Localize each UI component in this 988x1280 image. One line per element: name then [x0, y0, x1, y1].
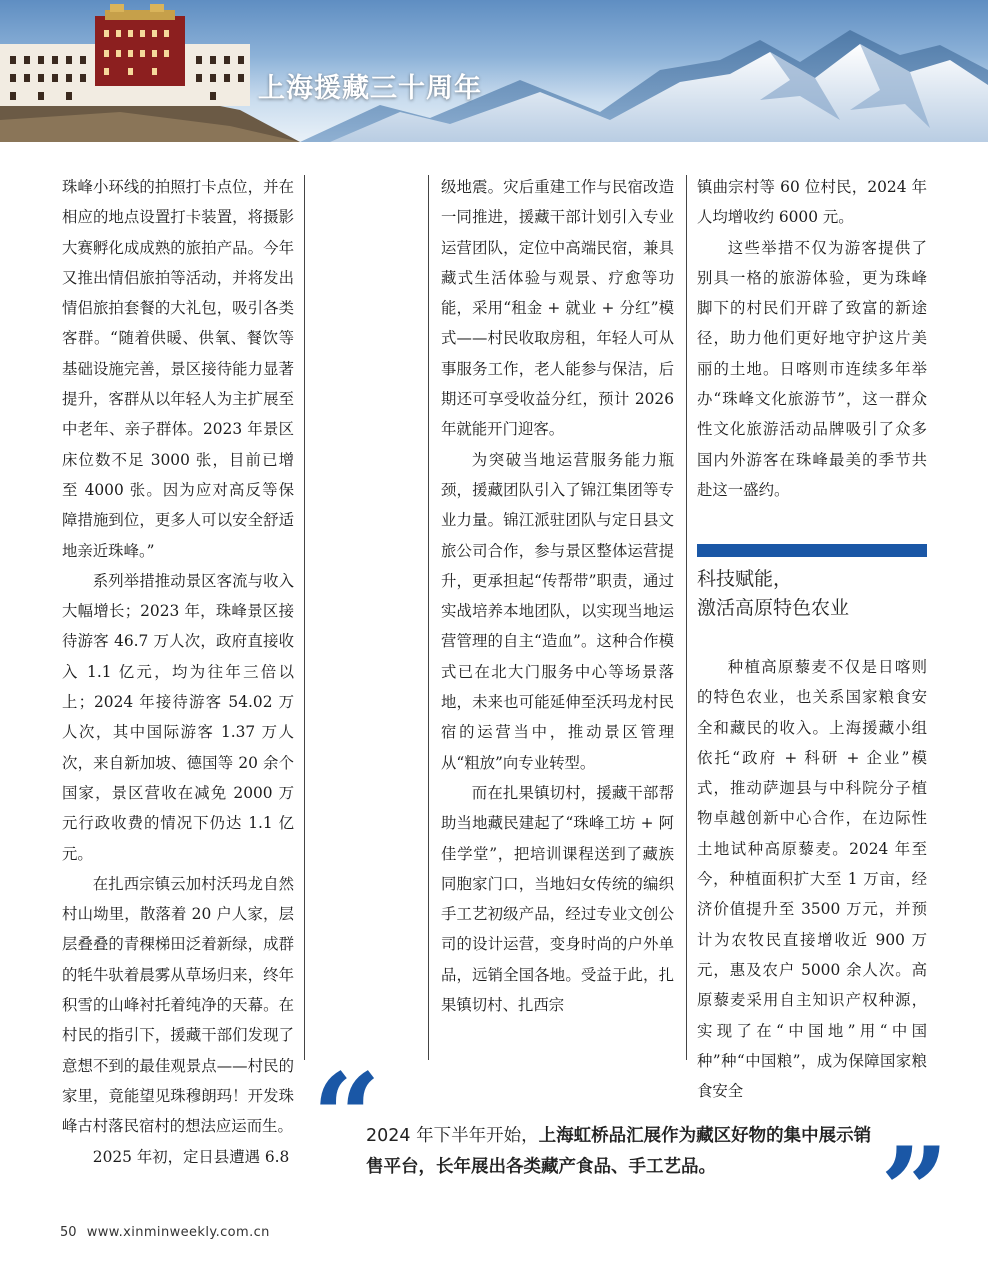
pull-quote-lead: 2024 年下半年开始，	[366, 1126, 539, 1146]
paragraph: 为突破当地运营服务能力瓶颈，援藏团队引入了锦江集团等专业力量。锦江派驻团队与定日县文旅公司合作，参与景区整体运营提升，更承担起“传帮带”职责，通过实战培养本地团队，以实现当地运营管理的自主“造血”。这种合作模式已在北大门服务中心等场景落地，未来也可能延伸至沃玛龙村民宿的运营当中，推动景区管理从“粗放”向专业转型。	[441, 450, 674, 772]
pull-quote-emphasis: 上海虹桥品汇展作为藏区好物的集中展示销售平台，长年展出各类藏产食品、手工艺品。	[366, 1126, 872, 1177]
article-column-3-section	[697, 652, 927, 1101]
website-url: www.xinminweekly.com.cn	[86, 1225, 270, 1240]
section-heading-line-1: 科技赋能，	[697, 568, 793, 590]
close-quote-mark: ”	[880, 1121, 950, 1262]
column-divider	[304, 175, 305, 1060]
section-heading-bar	[697, 544, 927, 557]
header-banner	[0, 0, 988, 142]
pull-quote	[366, 1121, 886, 1183]
paragraph: 系列举措推动景区客流与收入大幅增长；2023 年，珠峰景区接待游客 46.7 万人次，政府直接收入 1.1 亿元，均为往年三倍以上；2024 年接待游客 54.02 万人次，其中国际游客 1.37 万人次，来自新加坡、德国等 20 余个国家，景区营收在减免 2000 万元行政收费的情况下仍达 1.1 亿元。	[62, 571, 294, 863]
article-column-2	[441, 172, 674, 1067]
paragraph: 而在扎果镇切村，援藏干部帮助当地藏民建起了“珠峰工坊 + 阿佳学堂”，把培训课程送到了藏族同胞家门口，当地妇女传统的编织手工艺初级产品，经过专业文创公司的设计运营，变身时尚的户外单品，远销全国各地。受益于此，扎果镇切村、扎西宗	[441, 783, 674, 1015]
paragraph: 种植高原藜麦不仅是日喀则的特色农业，也关系国家粮食安全和藏民的收入。上海援藏小组依托“政府 + 科研 + 企业”模式，推动萨迦县与中科院分子植物卓越创新中心合作，在边际性土地试种高原藜麦。2024 年至今，种植面积扩大至 1 万亩，经济价值提升至 3500 万元，并预计为农牧民直接增收近 900 万元，惠及农户 5000 余人次。高原藜麦采用自主知识产权种源，实现了在“中国地”用“中国种”种“中国粮”，成为保障国家粮食安全	[697, 658, 927, 1101]
banner-landscape-illustration	[0, 0, 988, 142]
section-heading	[697, 565, 927, 623]
paragraph: 珠峰小环线的拍照打卡点位，并在相应的地点设置打卡装置，将摄影大赛孵化成成熟的旅拍产品。今年又推出情侣旅拍等活动，并将发出情侣旅拍套餐的大礼包，吸引各类客群。“随着供暖、供氧、餐饮等基础设施完善，景区接待能力显著提升，客群从以年轻人为主扩展至中老年、亲子群体。2023 年景区床位数不足 3000 张，目前已增至 4000 张。因为应对高反等保障措施到位，更多人可以安全舒适地亲近珠峰。”	[62, 178, 294, 560]
paragraph: 2025 年初，定日县遭遇 6.8	[92, 1147, 290, 1166]
paragraph: 级地震。灾后重建工作与民宿改造一同推进，援藏干部计划引入专业运营团队，定位中高端民宿，兼具藏式生活体验与观景、疗愈等功能，采用“租金 + 就业 + 分红”模式——村民收取房租，年轻人可从事服务工作，老人能参与保洁，后期还可享受收益分红，预计 2026 年就能开门迎客。	[441, 178, 674, 439]
section-heading-line-2: 激活高原特色农业	[697, 597, 850, 619]
paragraph: 在扎西宗镇云加村沃玛龙自然村山坳里，散落着 20 户人家，层层叠叠的青稞梯田泛着新绿，成群的牦牛驮着晨雾从草场归来，终年积雪的山峰衬托着纯净的天幕。在村民的指引下，援藏干部们发现了意想不到的最佳观景点——村民的家里，竟能望见珠穆朗玛！开发珠峰古村落民宿村的想法应运而生。	[62, 874, 294, 1136]
article-column-3	[697, 172, 927, 505]
section-header-title: 上海援藏三十周年	[258, 73, 482, 104]
page-number: 50	[60, 1225, 77, 1240]
page-footer	[60, 1225, 270, 1240]
paragraph: 镇曲宗村等 60 位村民，2024 年人均增收约 6000 元。	[697, 178, 927, 227]
open-quote-mark: “	[312, 1047, 382, 1188]
paragraph: 这些举措不仅为游客提供了别具一格的旅游体验，更为珠峰脚下的村民们开辟了致富的新途径，助力他们更好地守护这片美丽的土地。日喀则市连续多年举办“珠峰文化旅游节”，这一群众性文化旅游活动品牌吸引了众多国内外游客在珠峰最美的季节共赴这一盛约。	[697, 238, 927, 499]
article-column-1	[62, 172, 294, 1172]
column-divider	[686, 175, 687, 1060]
column-divider	[428, 175, 429, 1060]
